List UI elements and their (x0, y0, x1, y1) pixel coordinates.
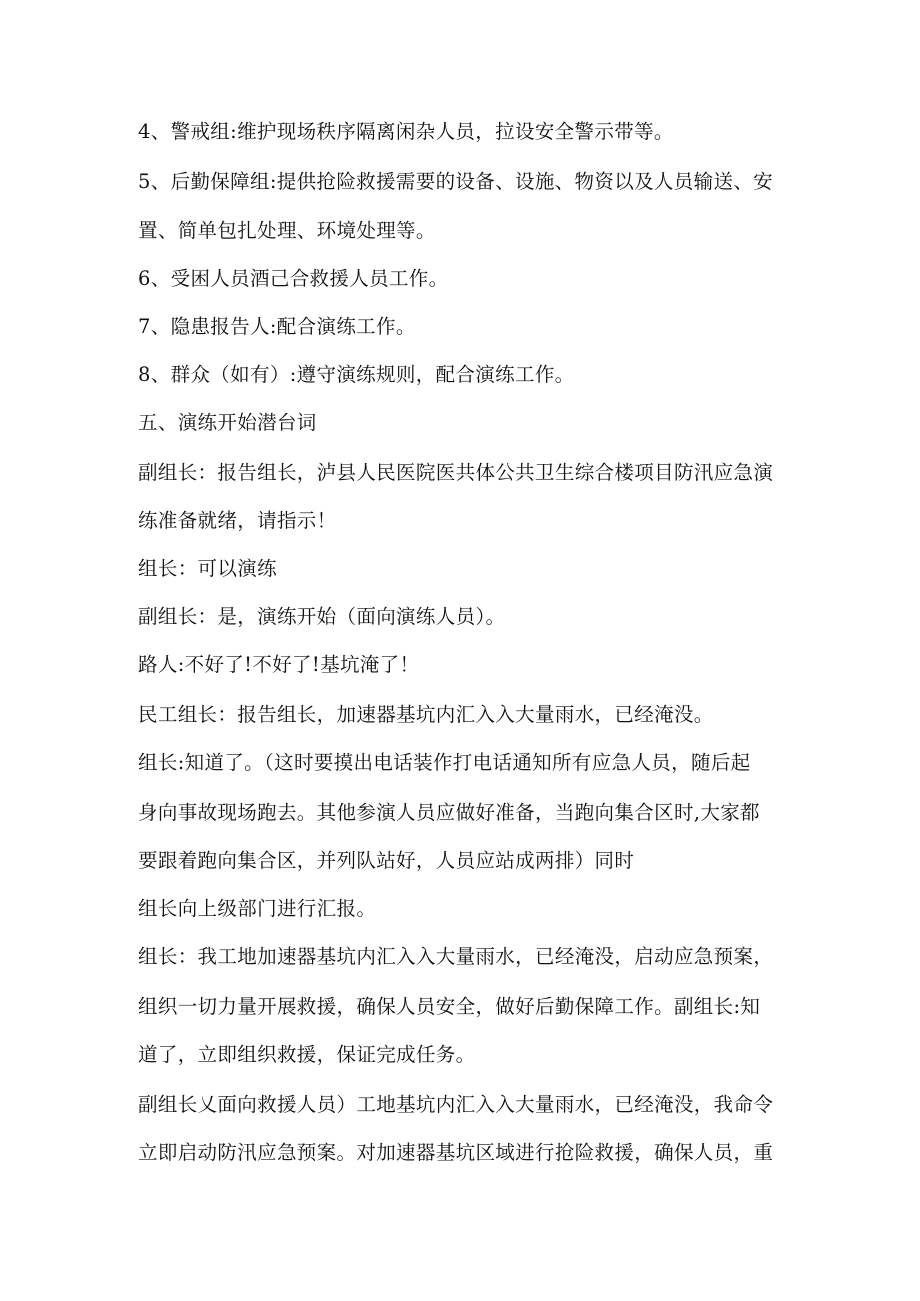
text-line: 组长:知道了。（这时要摸出电话装作打电话通知所有应急人员，随后起 (138, 751, 751, 774)
text-line: 副组长：报告组长，泸县人民医院医共体公共卫生综合楼项目防汛应急演 (138, 461, 774, 484)
text-line: 8、群众（如有）:遵守演练规则，配合演练工作。 (138, 363, 575, 386)
text-line: 7、隐患报告人:配合演练工作。 (138, 315, 416, 338)
text-line: 组长：我工地加速器基坑内汇入入大量雨水，已经淹没，启动应急预案， (138, 945, 774, 968)
text-line: 立即启动防汛应急预案。对加速器基坑区域进行抢险救援，确保人员，重 (138, 1141, 774, 1164)
section-heading: 五、演练开始潜台词 (138, 411, 317, 434)
text-line: 5、后勤保障组:提供抢险救援需要的设备、设施、物资以及人员输送、安 (138, 170, 774, 193)
text-line: 民工组长：报告组长，加速器基坑内汇入入大量雨水，已经淹没。 (138, 703, 714, 726)
text-line: 组长向上级部门进行汇报。 (138, 897, 377, 920)
text-line: 道了，立即组织救援，保证完成任务。 (138, 1043, 476, 1066)
text-line: 置、简单包扎处理、环境处理等。 (138, 219, 436, 242)
text-line: 身向事故现场跑去。其他参演人员应做好准备，当跑向集合区时,大家都 (138, 801, 760, 824)
text-line: 副组长乂面向救援人员）工地基坑内汇入入大量雨水，已经淹没，我命令 (138, 1093, 774, 1116)
text-line: 4、警戒组:维护现场秩序隔离闲杂人员，拉设安全警示带等。 (138, 120, 674, 143)
text-line: 组织一切力量开展救援，确保人员安全，做好后勤保障工作。副组长:知 (138, 995, 761, 1018)
text-line: 组长：可以演练 (138, 557, 277, 580)
text-line: 副组长：是，演练开始（面向演练人员）。 (138, 605, 506, 628)
text-line: 练准备就绪，请指示！ (138, 509, 337, 532)
text-line: 路人:不好了!不好了!基坑淹了！ (138, 653, 420, 676)
text-line: 要跟着跑向集合区，并列队站好，人员应站成两排）同时 (138, 849, 635, 872)
text-line: 6、受困人员酒己合救援人员工作。 (138, 267, 449, 290)
